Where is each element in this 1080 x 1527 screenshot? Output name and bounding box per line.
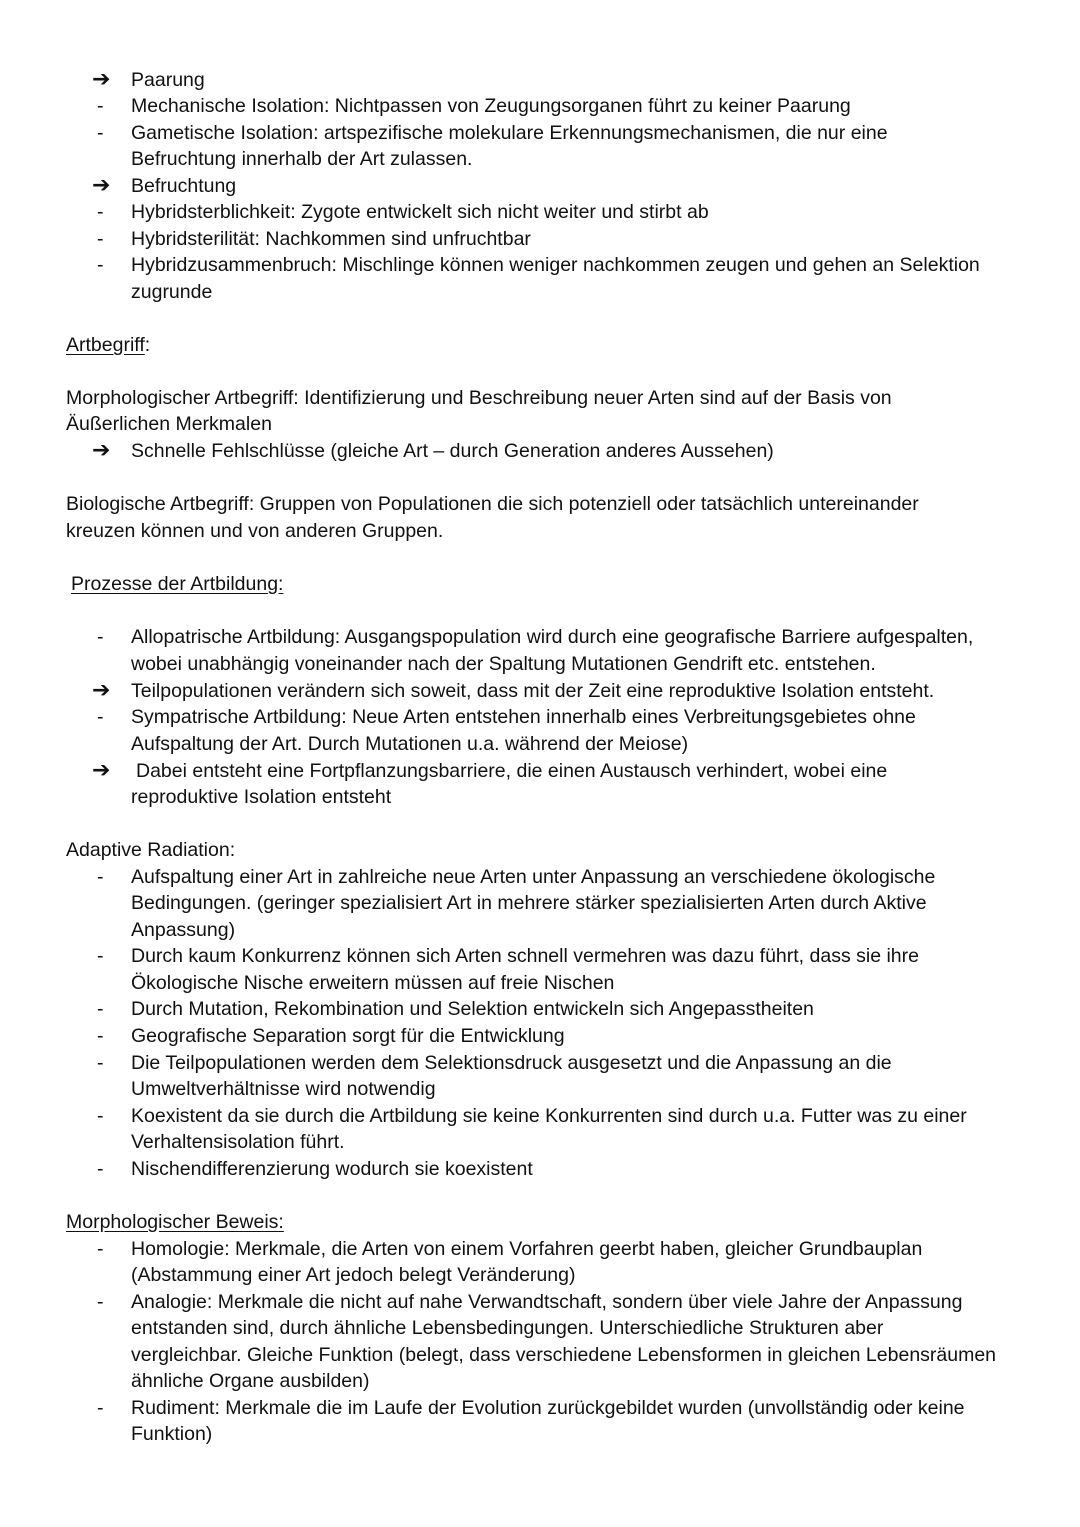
heading-prozesse-der-artbildung: Prozesse der Artbildung: bbox=[71, 573, 284, 595]
dash-bullet: - bbox=[97, 95, 104, 117]
list-item-sympatrische-artbildung: Sympatrische Artbildung: Neue Arten entstehen innerhalb eines Verbreitungsgebietes ohne bbox=[131, 706, 916, 728]
paragraph-morphologischer-artbegriff: Morphologischer Artbegriff: Identifizierung und Beschreibung neuer Arten sind auf der Basis von bbox=[66, 387, 892, 409]
list-item-fortpflanzungsbarriere-cont: reproduktive Isolation entsteht bbox=[131, 786, 392, 808]
list-item-selektionsdruck: Die Teilpopulationen werden dem Selektionsdruck ausgesetzt und die Anpassung an die bbox=[131, 1052, 892, 1074]
arrow-bullet-icon: ➔ bbox=[92, 172, 111, 197]
list-item-analogie-cont: ähnliche Organe ausbilden) bbox=[131, 1370, 370, 1392]
list-item-allopatrische-artbildung-cont: wobei unabhängig voneinander nach der Spaltung Mutationen Gendrift etc. entstehen. bbox=[131, 653, 876, 675]
arrow-bullet-icon: ➔ bbox=[92, 757, 111, 782]
heading-morphologischer-beweis: Morphologischer Beweis: bbox=[66, 1211, 284, 1233]
list-item-konkurrenz: Durch kaum Konkurrenz können sich Arten schnell vermehren was dazu führt, dass sie ihre bbox=[131, 945, 919, 967]
list-item-hybridzusammenbruch: Hybridzusammenbruch: Mischlinge können weniger nachkommen zeugen und gehen an Selektion bbox=[131, 254, 980, 276]
list-item-aufspaltung-cont: Anpassung) bbox=[131, 919, 236, 941]
arrow-bullet-icon: ➔ bbox=[92, 66, 111, 91]
list-item-analogie: Analogie: Merkmale die nicht auf nahe Verwandtschaft, sondern über viele Jahre der Anpassung bbox=[131, 1291, 963, 1313]
list-item-teilpopulationen: Teilpopulationen verändern sich soweit, dass mit der Zeit eine reproduktive Isolation entsteht. bbox=[131, 680, 935, 702]
list-item-hybridsterblichkeit: Hybridsterblichkeit: Zygote entwickelt sich nicht weiter und stirbt ab bbox=[131, 201, 709, 223]
dash-bullet: - bbox=[97, 945, 104, 967]
list-item-separation: Geografische Separation sorgt für die Entwicklung bbox=[131, 1025, 565, 1047]
list-item-koexistent-cont: Verhaltensisolation führt. bbox=[131, 1131, 345, 1153]
dash-bullet: - bbox=[97, 998, 104, 1020]
list-item-sympatrische-artbildung-cont: Aufspaltung der Art. Durch Mutationen u.a. während der Meiose) bbox=[131, 733, 689, 755]
dash-bullet: - bbox=[97, 1158, 104, 1180]
list-item-hybridzusammenbruch-cont: zugrunde bbox=[131, 281, 213, 303]
dash-bullet: - bbox=[97, 1291, 104, 1313]
dash-bullet: - bbox=[97, 122, 104, 144]
dash-bullet: - bbox=[97, 1025, 104, 1047]
list-item-mechanische-isolation: Mechanische Isolation: Nichtpassen von Zeugungsorganen führt zu keiner Paarung bbox=[131, 95, 851, 117]
list-item-nischendifferenzierung: Nischendifferenzierung wodurch sie koexistent bbox=[131, 1158, 533, 1180]
list-item-hybridsterilitaet: Hybridsterilität: Nachkommen sind unfruchtbar bbox=[131, 228, 531, 250]
dash-bullet: - bbox=[97, 626, 104, 648]
paragraph-morphologischer-artbegriff-cont: Äußerlichen Merkmalen bbox=[66, 413, 272, 435]
list-item-fehlschluesse: Schnelle Fehlschlüsse (gleiche Art – durch Generation anderes Aussehen) bbox=[131, 440, 774, 462]
dash-bullet: - bbox=[97, 1052, 104, 1074]
list-item-allopatrische-artbildung: Allopatrische Artbildung: Ausgangspopulation wird durch eine geografische Barriere aufgespalten, bbox=[131, 626, 974, 648]
list-item-konkurrenz-cont: Ökologische Nische erweitern müssen auf freie Nischen bbox=[131, 972, 615, 994]
list-item-koexistent: Koexistent da sie durch die Artbildung sie keine Konkurrenten sind durch u.a. Futter was zu einer bbox=[131, 1105, 967, 1127]
dash-bullet: - bbox=[97, 866, 104, 888]
dash-bullet: - bbox=[97, 1397, 104, 1419]
list-item-aufspaltung: Aufspaltung einer Art in zahlreiche neue Arten unter Anpassung an verschiedene ökologische bbox=[131, 866, 936, 888]
list-item-befruchtung: Befruchtung bbox=[131, 175, 237, 197]
list-item-aufspaltung-cont: Bedingungen. (geringer spezialisiert Art in mehrere stärker spezialisierten Arten durch Aktive bbox=[131, 892, 927, 914]
list-item-gametische-isolation: Gametische Isolation: artspezifische molekulare Erkennungsmechanismen, die nur eine bbox=[131, 122, 888, 144]
paragraph-biologischer-artbegriff-cont: kreuzen können und von anderen Gruppen. bbox=[66, 520, 444, 542]
dash-bullet: - bbox=[97, 1105, 104, 1127]
list-item-rudiment: Rudiment: Merkmale die im Laufe der Evolution zurückgebildet wurden (unvollständig oder keine bbox=[131, 1397, 965, 1419]
heading-artbegriff: Artbegriff: bbox=[66, 334, 151, 356]
dash-bullet: - bbox=[97, 254, 104, 276]
list-item-homologie: Homologie: Merkmale, die Arten von einem Vorfahren geerbt haben, gleicher Grundbauplan bbox=[131, 1238, 923, 1260]
list-item-paarung: Paarung bbox=[131, 69, 205, 91]
list-item-gametische-isolation-cont: Befruchtung innerhalb der Art zulassen. bbox=[131, 148, 473, 170]
dash-bullet: - bbox=[97, 706, 104, 728]
dash-bullet: - bbox=[97, 201, 104, 223]
arrow-bullet-icon: ➔ bbox=[92, 677, 111, 702]
list-item-rudiment-cont: Funktion) bbox=[131, 1423, 213, 1445]
list-item-fortpflanzungsbarriere: Dabei entsteht eine Fortpflanzungsbarriere, die einen Austausch verhindert, wobei eine bbox=[136, 760, 888, 782]
dash-bullet: - bbox=[97, 1238, 104, 1260]
list-item-mutation: Durch Mutation, Rekombination und Selektion entwickeln sich Angepasstheiten bbox=[131, 998, 814, 1020]
paragraph-biologischer-artbegriff: Biologische Artbegriff: Gruppen von Populationen die sich potenziell oder tatsächlich untereinander bbox=[66, 493, 919, 515]
list-item-selektionsdruck-cont: Umweltverhältnisse wird notwendig bbox=[131, 1078, 436, 1100]
list-item-homologie-cont: (Abstammung einer Art jedoch belegt Veränderung) bbox=[131, 1264, 576, 1286]
dash-bullet: - bbox=[97, 228, 104, 250]
heading-adaptive-radiation: Adaptive Radiation: bbox=[66, 839, 236, 861]
list-item-analogie-cont: entstanden sind, durch ähnliche Lebensbedingungen. Unterschiedliche Strukturen aber bbox=[131, 1317, 884, 1339]
list-item-analogie-cont: vergleichbar. Gleiche Funktion (belegt, dass verschiedene Lebensformen in gleichen Lebensräumen bbox=[131, 1344, 997, 1366]
arrow-bullet-icon: ➔ bbox=[92, 437, 111, 462]
